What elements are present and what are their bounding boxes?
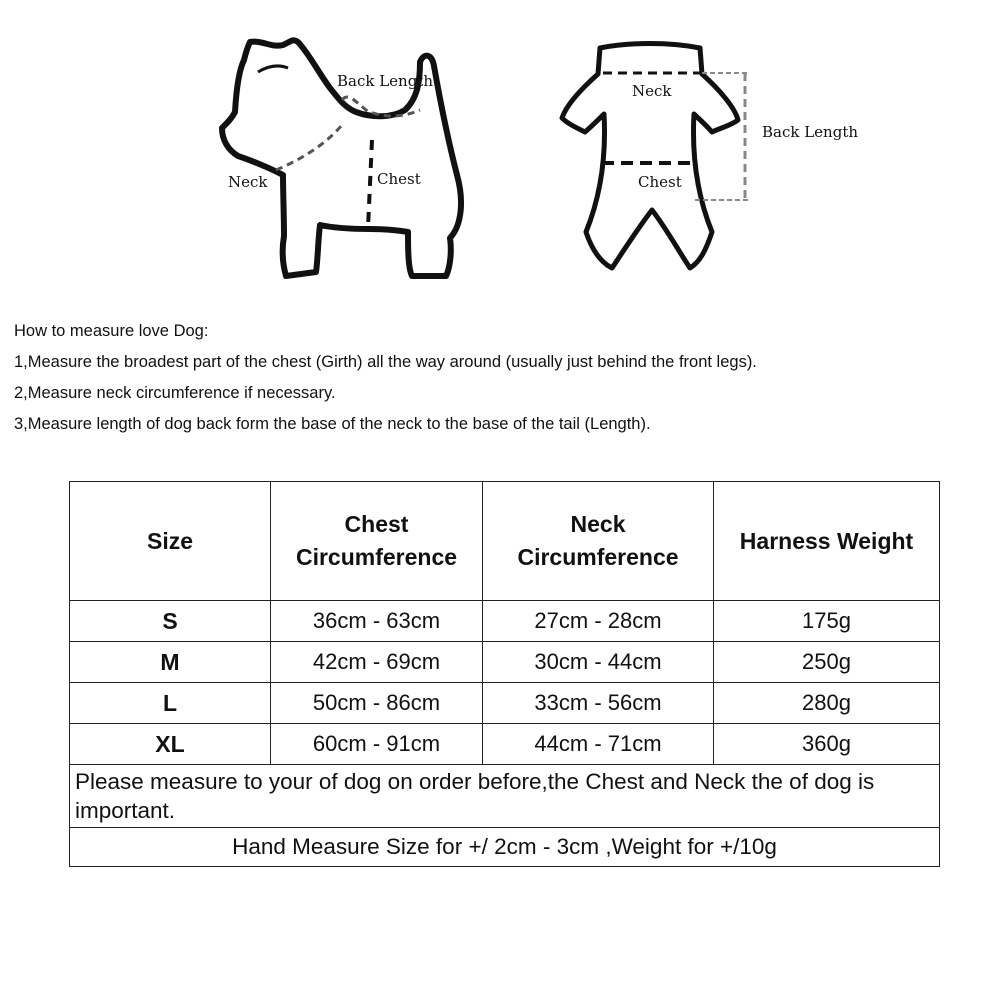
weight-cell: 360g	[714, 724, 940, 765]
header-weight: Harness Weight	[714, 482, 940, 601]
garment-top-outline	[562, 44, 738, 269]
instruction-step-3: 3,Measure length of dog back form the base of the neck to the base of the tail (Length).	[14, 415, 651, 433]
tolerance-row	[70, 828, 940, 867]
instruction-step-1: 1,Measure the broadest part of the chest (Girth) all the way around (usually just behind the front legs).	[14, 353, 757, 371]
neck-cell: 27cm - 28cm	[483, 601, 714, 642]
neck-measure-line	[276, 125, 342, 170]
neck-cell: 33cm - 56cm	[483, 683, 714, 724]
chest-cell: 60cm - 91cm	[271, 724, 483, 765]
size-cell: XL	[70, 724, 271, 765]
table-header-row	[70, 482, 940, 601]
weight-cell: 250g	[714, 642, 940, 683]
side-neck-label: Neck	[228, 173, 268, 191]
dog-top-view-illustration	[562, 44, 858, 269]
table-row	[70, 683, 940, 724]
weight-cell: 280g	[714, 683, 940, 724]
header-chest	[271, 482, 483, 601]
neck-cell: 44cm - 71cm	[483, 724, 714, 765]
table-row	[70, 642, 940, 683]
top-neck-label: Neck	[632, 82, 672, 100]
tolerance-note: Hand Measure Size for +/ 2cm - 3cm ,Weight for +/10g	[70, 828, 940, 867]
dog-ear-detail	[258, 66, 288, 72]
measure-note: Please measure to your of dog on order before,the Chest and Neck the of dog is important.	[70, 765, 940, 828]
note-row	[70, 765, 940, 828]
size-chart-table	[69, 481, 940, 867]
weight-cell: 175g	[714, 601, 940, 642]
top-chest-label: Chest	[638, 173, 682, 191]
side-back-length-label: Back Length	[337, 72, 434, 90]
dog-side-view-illustration	[222, 40, 461, 276]
chest-cell: 36cm - 63cm	[271, 601, 483, 642]
instruction-step-2: 2,Measure neck circumference if necessary.	[14, 384, 336, 402]
size-cell: L	[70, 683, 271, 724]
neck-cell: 30cm - 44cm	[483, 642, 714, 683]
measurement-diagram	[0, 0, 1000, 300]
measuring-instructions	[14, 319, 984, 443]
chest-cell: 42cm - 69cm	[271, 642, 483, 683]
top-back-length-label: Back Length	[762, 123, 859, 141]
header-chest-line2: Circumference	[295, 544, 458, 570]
size-cell: M	[70, 642, 271, 683]
header-size: Size	[70, 482, 271, 601]
chest-cell: 50cm - 86cm	[271, 683, 483, 724]
chest-measure-line	[368, 140, 372, 228]
size-cell: S	[70, 601, 271, 642]
header-neck-line2: Circumference	[517, 544, 679, 570]
instructions-heading: How to measure love Dog:	[14, 322, 209, 340]
table-row	[70, 601, 940, 642]
table-row	[70, 724, 940, 765]
header-neck-line1: Neck	[570, 511, 626, 537]
side-chest-label: Chest	[377, 170, 421, 188]
header-neck	[483, 482, 714, 601]
header-chest-line1: Chest	[344, 511, 409, 537]
